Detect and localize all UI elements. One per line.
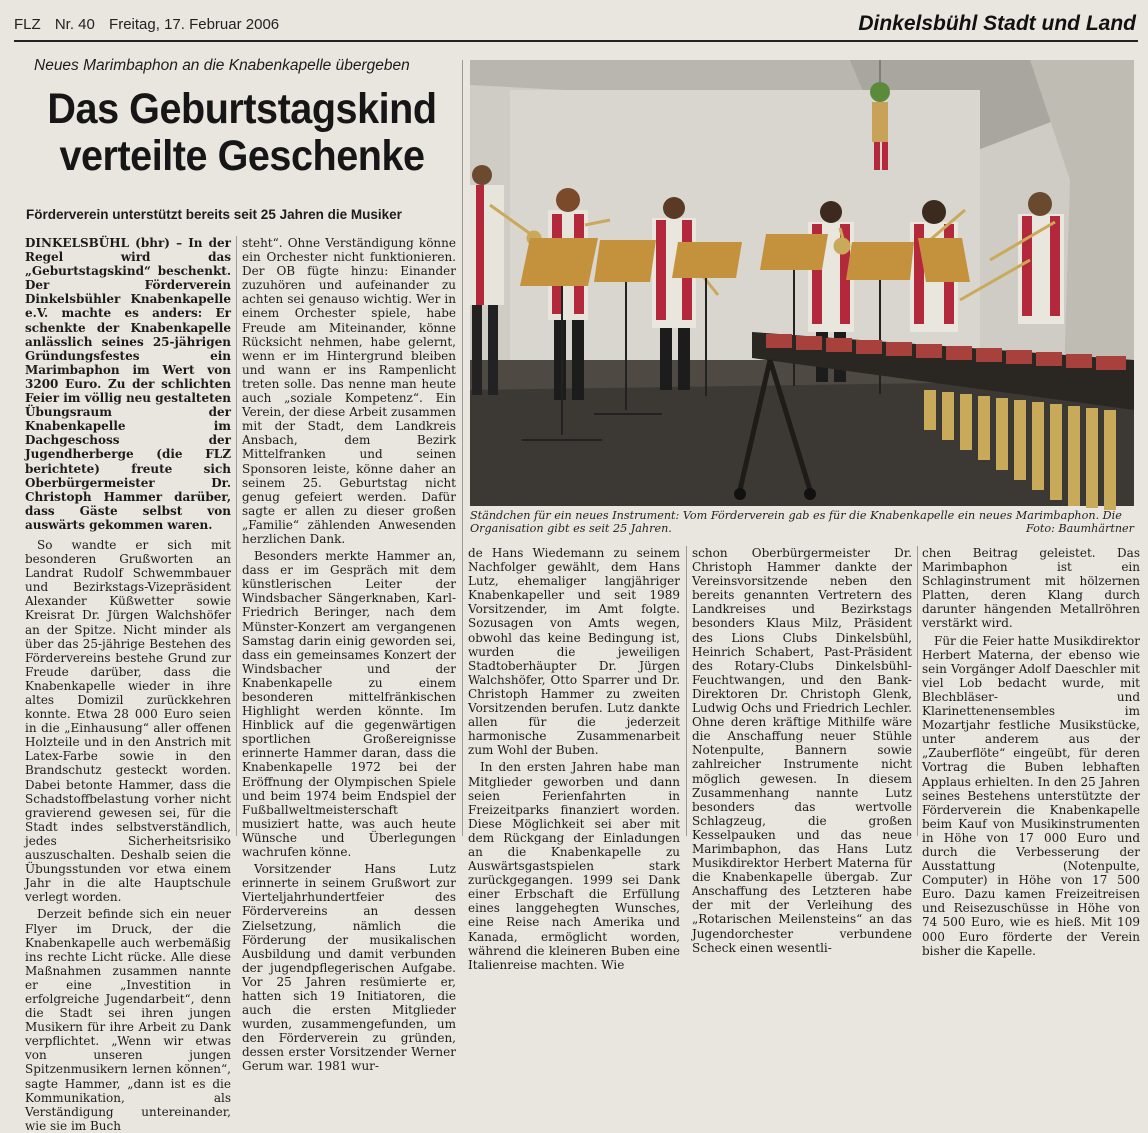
masthead-info [14,16,289,33]
photo-caption [470,509,1134,535]
text-column-3 [468,546,680,972]
lead-text: In der Regel wird das „Geburtstagskind“ beschenkt. Der Förderverein Dinkelsbühler Knabenkapelle e.V. machte es anders: Er schenkte der Knabenkapelle anlässlich seines 25-jährigen Gründungsfestes ein Marimbaphon im Wert von 3200 Euro. Zu der schlichten Feier im völlig neu gestalteten Übungsraum der Knabenkapelle im Dachgeschoss der Jugendherberge (die FLZ berichtete) freute sich Oberbürgermeister Dr. Christoph Hammer darüber, dass Gäste selbst von auswärts gekommen waren. [25,236,231,532]
issue-date: Freitag, 17. Februar 2006 [109,16,280,33]
issue-number: Nr. 40 [54,16,95,33]
lead-paragraph [25,236,231,532]
paragraph: In den ersten Jahren habe man Mitglieder geworben und dann seien Ferienfahrten in Freizeitparks finanziert worden. Diese Möglichkeit sei aber mit dem Rückgang der Einladungen an die Knabenkapelle zu Auswärtsgastspielen stark zurückgegangen. 1999 sei Dank einer Erbschaft die Erfüllung eines langgehegten Wunsches, eine Reise nach Amerika und Kanada, ermöglicht worden, während die kleineren Buben eine Italienreise machten. Wie [468,760,680,972]
paragraph: steht“. Ohne Verständigung könne ein Orchester nicht funktionieren. Der OB fügte hinzu: Einander zuzuhören und aufeinander zu achten sei genauso wichtig. Wer in einem Orchester spiele, habe Freude am Miteinander, könne Rücksicht nehmen, habe gelernt, wenn er im Hintergrund bleiben und wann er ins Rampenlicht treten solle. Das nenne man heute auch „soziale Kompetenz“. Ein Verein, der diese Arbeit zusammen mit der Stadt, dem Landkreis Ansbach, dem Bezirk Mittelfranken und seinen Sponsoren leiste, könne daher an seinem 25. Geburtstag nicht genug gefeiert werden. Dafür sagte er allen zu dieser großen „Familie“ zählenden Anwesenden herzlichen Dank. [242,236,456,546]
paragraph: de Hans Wiedemann zu seinem Nachfolger gewählt, dem Hans Lutz, ehemaliger langjähriger Knabenkapeller und seit 1989 Vorsitzender, im Amt folgte. Sozusagen von Amts wegen, obwohl das keine Bedingung ist, wurden die jeweiligen Stadtoberhäupter Dr. Jürgen Walchshöfer, Otto Sparrer und Dr. Christoph Hammer zu zweiten Vorsitzenden berufen. Lutz dankte allen für die jederzeit harmonische Zusammenarbeit zum Wohl der Buben. [468,546,680,758]
column-divider [917,546,918,836]
section-title: Dinkelsbühl Stadt und Land [858,12,1136,35]
headline-line-1: Das Geburtstagskind [47,85,437,133]
dateline: DINKELSBÜHL (bhr) – [25,236,189,250]
article-subheadline: Förderverein unterstützt bereits seit 25 Jahren die Musiker [26,207,402,222]
caption-text: Ständchen für ein neues Instrument: Vom Förderverein gab es für die Knabenkapelle ein neues Marimbaphon. Die Organisation gibt es seit 25 Jahren. [470,509,1122,535]
paragraph: So wandte er sich mit besonderen Grußworten an Landrat Rudolf Schwemmbauer und Bezirkstags-Vizepräsident Alexander Küßwetter sowie Kreisrat Dr. Jürgen Walchshöfer an der Spitze. Nicht minder als über das 25-jährige Bestehen des Fördervereins bestehe Grund zur Freude darüber, dass die Knabenkapelle wieder in ihre altes Domizil zurückkehren konnte. Etwa 28 000 Euro seien in die „Einhausung“ aller offenen Holzteile und in den Anstrich mit Latex-Farbe sowie in den Brandschutz gesteckt worden. Dabei betonte Hammer, dass die Schadstoffbelastung vorher nicht gravierend gewesen sei, für die Stadt indes selbstverständlich, jedes Sicherheitsrisiko auszuschalten. Deshalb seien die Übungsstunden vor etwa einem Jahr in die alte Hauptschule verlegt worden. [25,537,231,905]
article-headline [40,86,445,180]
band-photo-illustration [470,60,1134,506]
text-column-1 [25,236,231,1133]
paragraph: Besonders merkte Hammer an, dass er im Gespräch mit dem künstlerischen Leiter der Windsbacher Sängerknaben, Karl-Friedrich Beringer, nach dem Münster-Konzert am vergangenen Samstag darin einig geworden sei, dass ein gemeinsames Konzert der Windsbacher und der Knabenkapelle zu einem besonderen mittelfränkischen Highlight werden könnte. Im Hinblick auf die gegenwärtigen sportlichen Großereignisse erinnerte Hammer daran, dass die Knabenkapelle 1972 bei der Eröffnung der Olympischen Spiele und beim 1974 beim Endspiel der Fußballweltmeisterschaft musiziert hatte, was auch heute Wünsche und Überlegungen wachrufen könne. [242,549,456,860]
header-rule [14,40,1138,42]
photo-credit: Foto: Baumhärtner [1025,522,1134,535]
paragraph: Für die Feier hatte Musikdirektor Herbert Materna, der ebenso wie sein Vorgänger Adolf Daeschler mit viel Lob bedacht wurde, mit Blechbläser- und Klarinettenensembles im Mozartjahr festliche Musikstücke, unter anderem aus der „Zauberflöte“ eingeübt, für deren Vortrag die Buben lebhaften Applaus erhielten. In den 25 Jahren seines Bestehens unterstützte der Förderverein die Knabenkapelle beim Kauf von Musikinstrumenten in Höhe von 17 000 Euro und durch die Verbesserung der Ausstattung (Notenpulte, Computer) in Höhe von 17 500 Euro. Dazu kamen Freizeitreisen und Reisezuschüsse in Höhe von 74 500 Euro, wie es hieß. Mit 109 000 Euro förderte der Verein bisher die Kapelle. [922,633,1140,958]
headline-line-2: verteilte Geschenke [59,132,425,180]
text-column-5 [922,546,1140,958]
column-divider [236,236,237,836]
column-divider [686,546,687,836]
paragraph: Derzeit befinde sich ein neuer Flyer im Druck, der die Knabenkapelle auch werbemäßig ins rechte Licht rücke. Alle diese Maßnahmen zusammen nannte er eine „Investition in erfolgreiche Jugendarbeit“, denn die Stadt sei ihren jungen Musikern für ihre Arbeit zu Dank verpflichtet. „Wenn wir etwas von unseren jungen Spitzenmusikern lernen können“, sagte Hammer, „dann ist es die Kommunikation, als Verständigung untereinander, wie sie im Buch [25,907,231,1133]
column-divider [462,60,463,836]
article-kicker: Neues Marimbaphon an die Knabenkapelle übergeben [34,57,410,74]
paper-name: FLZ [14,16,41,33]
paragraph: chen Beitrag geleistet. Das Marimbaphon ist ein Schlaginstrument mit hölzernen Platten, deren Klang durch darunter hängenden Metallröhren verstärkt wird. [922,546,1140,631]
article-photo [470,60,1134,506]
paragraph: schon Oberbürgermeister Dr. Christoph Hammer dankte der Vereinsvorsitzende neben den bereits genannten Vertretern des Landkreises und Bezirkstags besonders Klaus Milz, Präsident des Lions Clubs Dinkelsbühl, Heinrich Schabert, Past-Präsident des Rotary-Clubs Dinkelsbühl-Feuchtwangen, und den Bank-Direktoren Dr. Christoph Glenk, Ludwig Ochs und Friedrich Lechler. Ohne deren kräftige Mithilfe wäre die Anschaffung neuer Stühle Notenpulte, Bannern sowie zahlreicher Instrumente nicht möglich gewesen. In diesem Zusammenhang nannte Lutz besonders das wertvolle Schlagzeug, die großen Kesselpauken und das neue Marimbaphon, das Hans Lutz Musikdirektor Herbert Materna für die Knabenkapelle übergab. Zur Anschaffung des Letzteren habe der mit der Verleihung des „Rotarischen Meilensteins“ an das Jugendorchester verbundene Scheck einen wesentli- [692,546,912,955]
text-column-4 [692,546,912,955]
paragraph: Vorsitzender Hans Lutz erinnerte in seinem Grußwort zur Vierteljahrhundertfeier des Fördervereins an dessen Zielsetzung, nämlich die Förderung der musikalischen Ausbildung und damit verbunden der jugendpflegerischen Aufgabe. Vor 25 Jahren resümierte er, hatten sich 19 Initiatoren, die auch die ersten Mitglieder wurden, zusammengefunden, um den Förderverein zu gründen, dessen erster Vorsitzender Werner Gerum war. 1981 wur- [242,862,456,1074]
text-column-2 [242,236,456,1074]
